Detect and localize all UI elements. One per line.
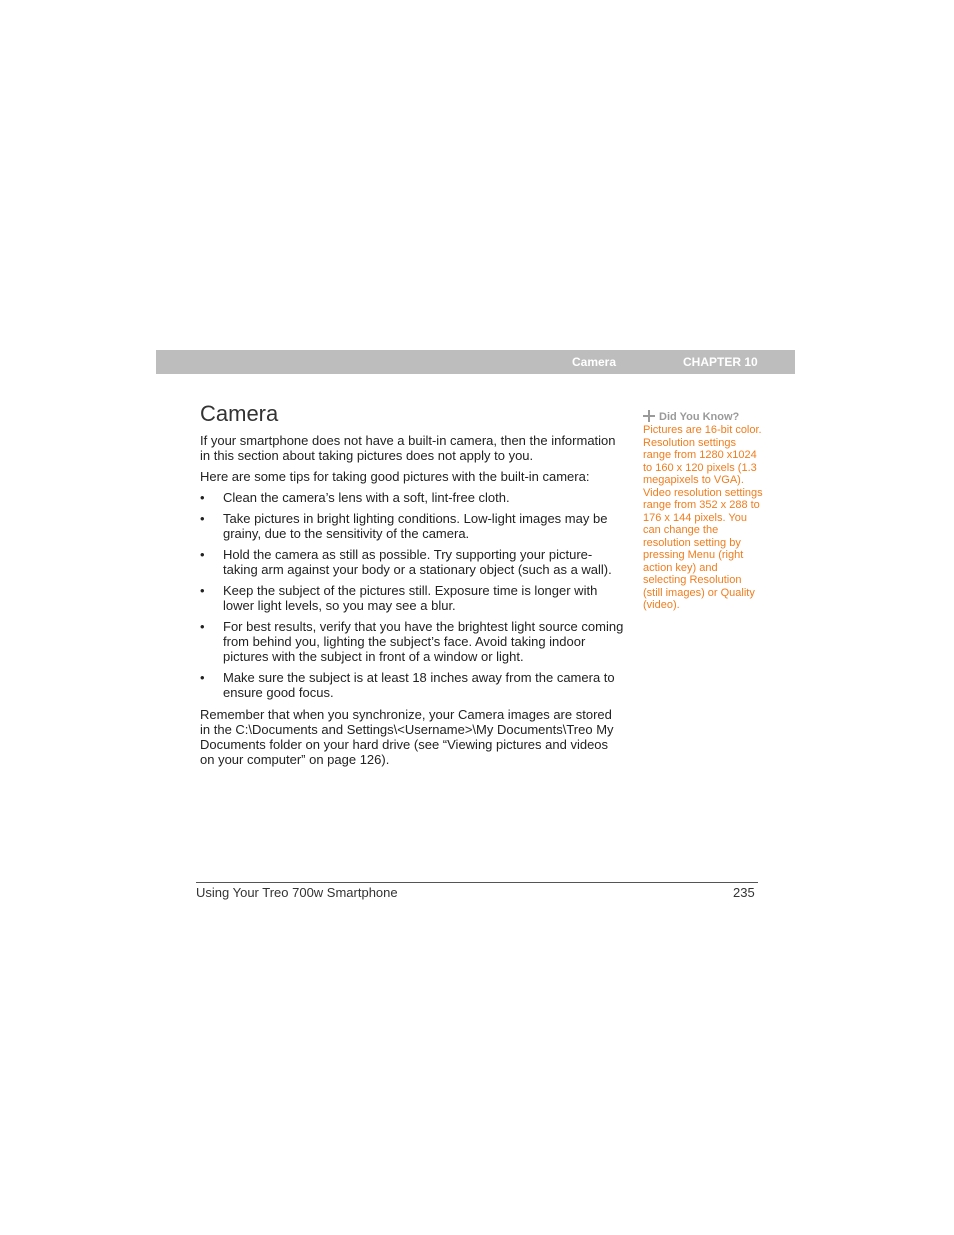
- list-item: [200, 619, 624, 664]
- did-you-know-sidebar: [643, 410, 763, 612]
- footer-book-title: Using Your Treo 700w Smartphone: [196, 885, 398, 900]
- list-item: [200, 511, 624, 541]
- page-title: Camera: [200, 401, 279, 426]
- bullet-icon: •: [200, 583, 205, 598]
- header-chapter-label: CHAPTER 10: [683, 355, 758, 369]
- list-item: [200, 490, 624, 505]
- list-item-text: Make sure the subject is at least 18 inches away from the camera to ensure good focus.: [223, 670, 615, 700]
- main-content: [200, 398, 624, 773]
- plus-icon: [643, 410, 655, 422]
- bullet-icon: •: [200, 670, 205, 685]
- bullet-icon: •: [200, 619, 205, 634]
- list-item: [200, 547, 624, 577]
- tips-lead-paragraph: Here are some tips for taking good pictures with the built-in camera:: [200, 469, 590, 484]
- list-item-text: For best results, verify that you have the brightest light source coming from behind you, lighting the subject’s face. Avoid taking indoor pictures with the subject in front of a window or light.: [223, 619, 624, 664]
- footer-divider: [196, 882, 758, 883]
- footer-page-number: 235: [733, 885, 755, 900]
- sidebar-heading: [643, 410, 763, 424]
- closing-paragraph: Remember that when you synchronize, your Camera images are stored in the C:\Documents and Settings\<Username>\My Documents\Treo My Documents folder on your hard drive (see “Viewing pictures and videos on your computer” on page 126).: [200, 707, 614, 767]
- list-item: [200, 583, 624, 613]
- tips-list: [200, 490, 624, 700]
- bullet-icon: •: [200, 490, 205, 505]
- sidebar-heading-text: Did You Know?: [659, 411, 740, 423]
- list-item-text: Clean the camera’s lens with a soft, lint-free cloth.: [223, 490, 510, 505]
- header-section-title: Camera: [572, 355, 617, 369]
- bullet-icon: •: [200, 547, 205, 562]
- list-item-text: Take pictures in bright lighting conditions. Low-light images may be grainy, due to the sensitivity of the camera.: [223, 511, 608, 541]
- sidebar-body-text: Pictures are 16-bit color. Resolution settings range from 1280 x1024 to 160 x 120 pixels (1.3 megapixels to VGA). Video resolution settings range from 352 x 288 to 176 x 144 pixels. You can change the resolution setting by pressing Menu (right action key) and selecting Resolution (still images) or Quality (video).: [643, 424, 763, 611]
- bullet-icon: •: [200, 511, 205, 526]
- list-item-text: Keep the subject of the pictures still. Exposure time is longer with lower light levels, so you may see a blur.: [223, 583, 598, 613]
- list-item-text: Hold the camera as still as possible. Try supporting your picture-taking arm against your body or a stationary object (such as a wall).: [223, 547, 612, 577]
- intro-paragraph: If your smartphone does not have a built-in camera, then the information in this section about taking pictures does not apply to you.: [200, 433, 616, 463]
- list-item: [200, 670, 624, 700]
